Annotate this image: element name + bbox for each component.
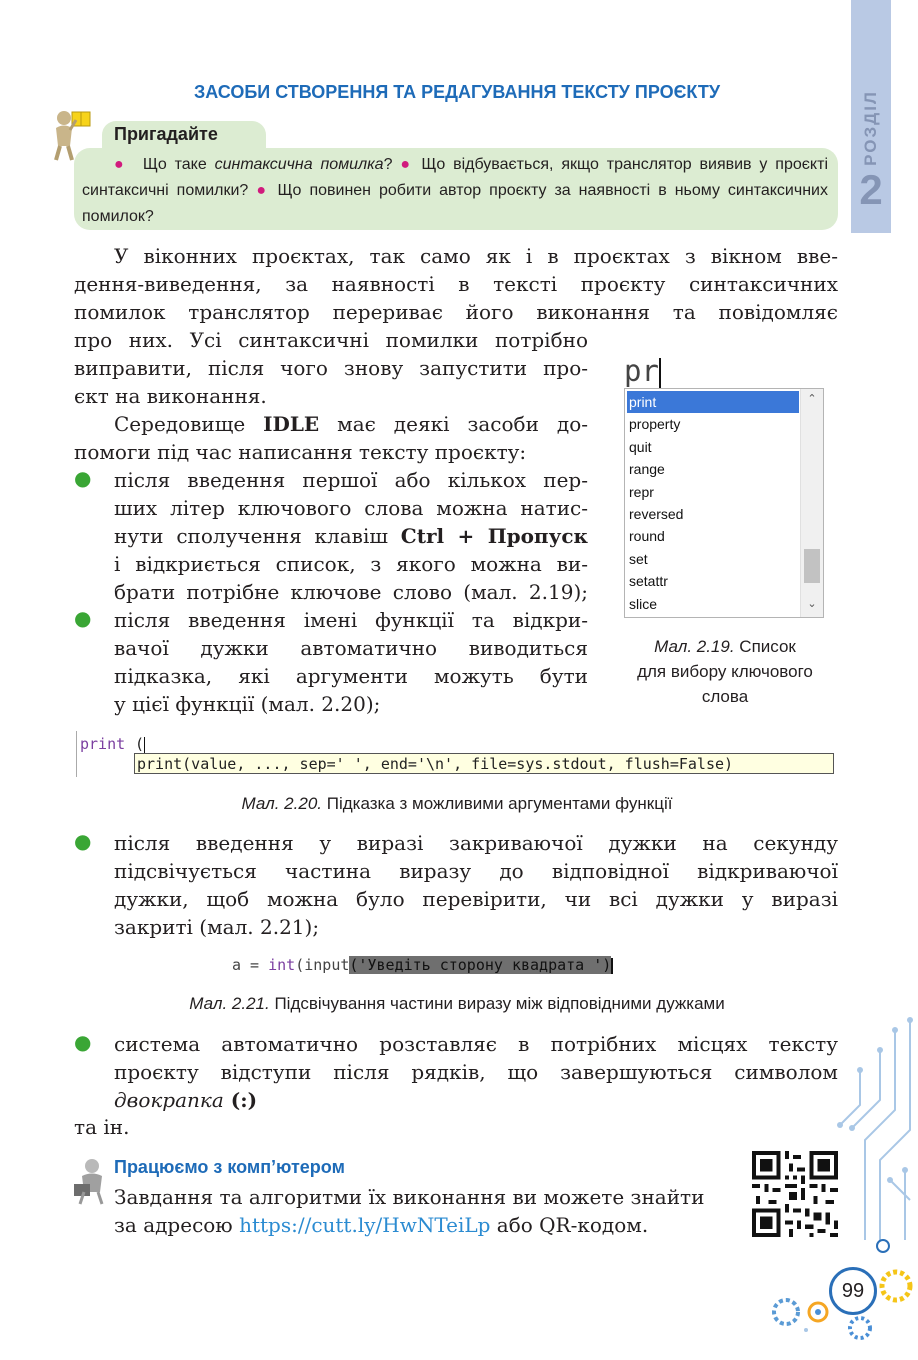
computer-section-text: Завдання та алгоритми їх виконання ви можете знайти за адресою https://cutt.ly/HwNTeiLp або QR-кодом.	[114, 1185, 705, 1237]
typed-text: pr	[624, 354, 659, 388]
bullet-item-indent: система автоматично розставляє в потрібних місцях тексту проєкту відступи після рядків, що завершуються символом двокрапка (:)	[114, 1032, 838, 1112]
text-caret	[659, 358, 661, 388]
keyword-option[interactable]: print	[627, 391, 799, 413]
resource-link[interactable]: https://cutt.ly/HwNTeiLp	[239, 1213, 491, 1237]
recall-title: Пригадайте	[114, 124, 218, 144]
bullet-marker: ●	[74, 466, 92, 490]
bullet-marker: ●	[74, 606, 92, 630]
recall-questions: ● Що таке синтаксична помилка? ● Що відбувається, якщо транслятор виявив у проєкті синтаксичні помилки? ● Що повинен робити автор проєкту за наявності в ньому синтаксичних помилок?	[82, 156, 828, 225]
keyword-option[interactable]: reversed	[629, 506, 684, 522]
tail-text: та ін.	[74, 1115, 130, 1139]
keyword-option[interactable]: repr	[629, 483, 654, 500]
keyword-option[interactable]: slice	[629, 595, 658, 612]
bullet-item-calltip: після введення імені функції та відкри- вачої дужки автоматично виводиться підказка, які аргументи можуть бути у цієї функції (мал. 2.20);	[114, 608, 588, 716]
figure-caption-221: Мал. 2.21. Підсвічування частини виразу між відповідними дужками	[189, 994, 725, 1013]
keyword-option[interactable]: set	[629, 550, 648, 567]
computer-section-title: Працюємо з комп’ютером	[114, 1157, 345, 1177]
keyword-option[interactable]: range	[629, 461, 665, 478]
figure-caption-219: Мал. 2.19. Список для вибору ключового слова	[637, 637, 813, 706]
list-scrollbar[interactable]	[800, 389, 823, 617]
chapter-label: РОЗДІЛ	[861, 90, 880, 166]
keyword-option[interactable]: round	[629, 528, 665, 545]
figure-caption-220: Мал. 2.20. Підказка з можливими аргументами функції	[241, 794, 673, 813]
paragraph-intro-cont: про них. Усі синтаксичні помилки потрібно виправити, після чого знову запустити про- єкт на виконання.	[74, 328, 588, 408]
bullet-dot: ●	[400, 156, 414, 173]
keyword-option[interactable]: property	[629, 416, 681, 433]
code-print: print	[80, 735, 126, 753]
bullet-dot: ●	[114, 156, 128, 173]
bullet-dot: ●	[256, 182, 270, 199]
bullet-item-autocomplete: після введення першої або кількох пер- ших літер ключового слова можна натис- нути сполучення клавіш Ctrl + Пропуск і відкриється список, з якого можна ви- брати потрібне ключове слово (мал. 2.19);	[114, 468, 588, 604]
computer-user-icon	[72, 1158, 112, 1206]
chapter-number: 2	[859, 166, 883, 213]
section-title: ЗАСОБИ СТВОРЕННЯ ТА РЕДАГУВАННЯ ТЕКСТУ ПРОЄКТУ	[193, 82, 721, 102]
chevron-up-icon[interactable]: ⌃	[807, 392, 817, 405]
keyword-option[interactable]: quit	[629, 438, 652, 455]
page-number: 99	[829, 1267, 877, 1315]
paragraph-idle: Середовище IDLE має деякі засоби до- помоги під час написання тексту проєкту:	[74, 412, 588, 464]
keyword-option[interactable]: setattr	[629, 573, 668, 590]
bullet-marker: ●	[74, 829, 92, 853]
text-caret	[144, 737, 145, 753]
keyword-list[interactable]	[624, 388, 824, 618]
scrollbar-thumb[interactable]	[804, 549, 820, 583]
editor-margin	[76, 731, 77, 777]
code-expression: a = int(input('Уведіть сторону квадрата ')	[232, 956, 612, 974]
bullet-marker: ●	[74, 1030, 92, 1054]
calltip-tooltip: print(value, ..., sep=' ', end='\n', file=sys.stdout, flush=False)	[134, 753, 834, 774]
bullet-item-paren-highlight: після введення у виразі закриваючої дужки на секунду підсвічується частина виразу до відповідної відкриваючої дужки, щоб можна було перевірити, чи всі дужки у виразі закриті (мал. 2.21);	[114, 831, 838, 939]
highlighted-span: ('Уведіть сторону квадрата ')	[349, 956, 612, 974]
chevron-down-icon[interactable]: ⌄	[807, 597, 817, 610]
code-paren: (	[135, 735, 145, 753]
paragraph-intro: У віконних проєктах, так само як і в проєктах з вікном вве- дення-виведення, за наявності в тексті проєкту синтаксичних помилок транслятор перериває його виконання та повідомляє	[74, 244, 838, 324]
